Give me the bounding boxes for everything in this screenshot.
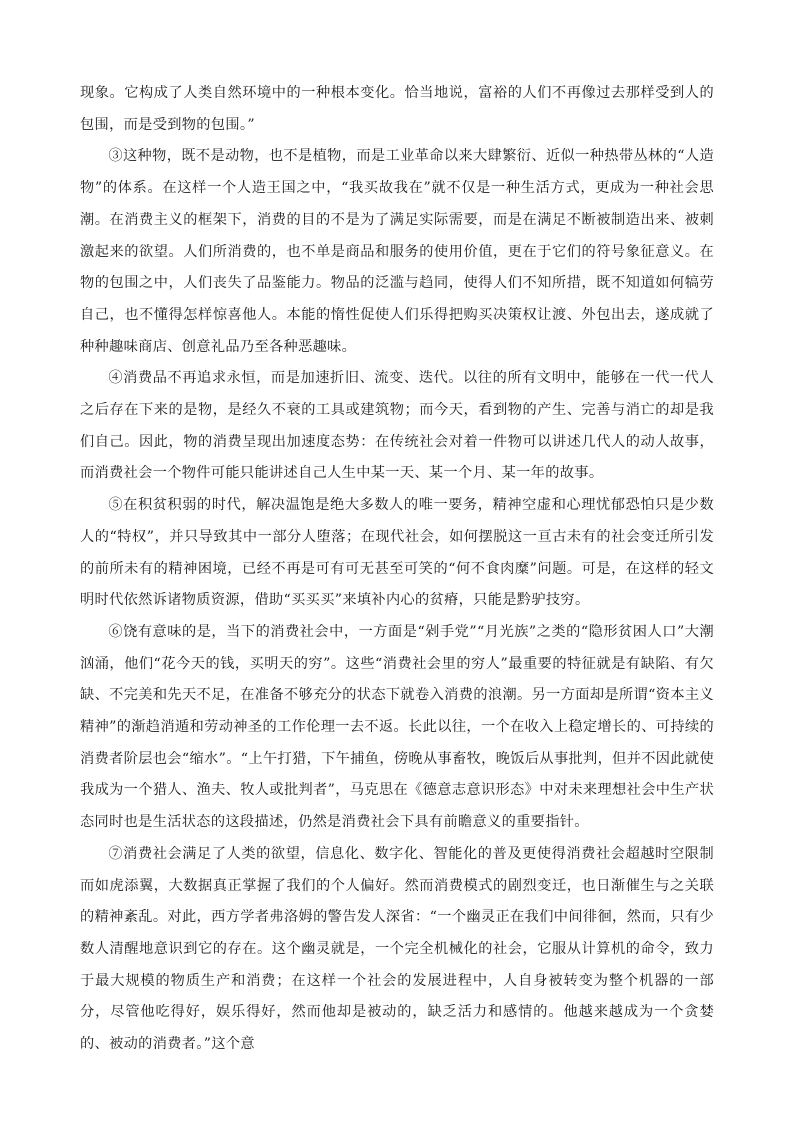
paragraph-continuation: 现象。它构成了人类自然环境中的一种根本变化。恰当地说，富裕的人们不再像过去那样受到人的包围，而是受到物的包围。”: [80, 85, 714, 133]
paragraph-4: ④消费品不再追求永恒，而是加速折旧、流变、迭代。以往的所有文明中，能够在一代一代人之后存在下来的是物，是经久不衰的工具或建筑物；而今天，看到物的产生、完善与消亡的却是我们自己。因此，物的消费呈现出加速度态势：在传统社会对着一件物可以讲述几代人的动人故事，而消费社会一个物件可能只能讲述自己人生中某一天、某一个月、某一年的故事。: [80, 370, 714, 482]
paragraph-6: ⑥饶有意味的是，当下的消费社会中，一方面是“剁手党”“月光族”之类的“隐形贫困人口”大潮汹涌，他们“花今天的钱，买明天的穷”。这些“消费社会里的穷人”最重要的特征就是有缺陷、有欠缺、不完美和先天不足，在准备不够充分的状态下就卷入消费的浪潮。另一方面却是所谓“资本主义精神”的渐趋消遁和劳动神圣的工作伦理一去不返。长此以往，一个在收入上稳定增长的、可持续的消费者阶层也会“缩水”。“上午打猎，下午捕鱼，傍晚从事畜牧，晚饭后从事批判，但并不因此就使我成为一个猎人、渔夫、牧人或批判者”，马克思在《德意志意识形态》中对未来理想社会中生产状态同时也是生活状态的这段描述，仍然是消费社会下具有前瞻意义的重要指针。: [80, 623, 714, 831]
paragraph-5: ⑤在积贫积弱的时代，解决温饱是绝大多数人的唯一要务，精神空虚和心理忧郁恐怕只是少数人的“特权”，并只导致其中一部分人堕落；在现代社会，如何摆脱这一亘古未有的社会变迁所引发的前所未有的精神困境，已经不再是可有可无甚至可笑的“何不食肉糜”问题。可是，在这样的轻文明时代依然诉诸物质资源，借助“买买买”来填补内心的贫瘠，只能是黔驴技穷。: [80, 497, 714, 609]
paragraph-7: ⑦消费社会满足了人类的欲望，信息化、数字化、智能化的普及更使得消费社会超越时空限制而如虎添翼，大数据真正掌握了我们的个人偏好。然而消费模式的剧烈变迁，也日渐催生与之关联的精神紊乱。对此，西方学者弗洛姆的警告发人深省：“一个幽灵正在我们中间徘徊，然而，只有少数人清醒地意识到它的存在。这个幽灵就是，一个完全机械化的社会，它服从计算机的命令，致力于最大规模的物质生产和消费；在这样一个社会的发展进程中，人自身被转变为整个机器的一部分，尽管他吃得好，娱乐得好，然而他却是被动的，缺乏活力和感情的。他越来越成为一个贪婪的、被动的消费者。”这个意: [80, 845, 714, 1053]
document-body: [80, 78, 714, 1061]
paragraph-3: ③这种物，既不是动物，也不是植物，而是工业革命以来大肆繁衍、近似一种热带丛林的“人造物”的体系。在这样一个人造王国之中，“我买故我在”就不仅是一种生活方式，更成为一种社会思潮。在消费主义的框架下，消费的目的不是为了满足实际需要，而是在满足不断被制造出来、被刺激起来的欲望。人们所消费的，也不单是商品和服务的使用价值，更在于它们的符号象征意义。在物的包围之中，人们丧失了品鉴能力。物品的泛滥与趋同，使得人们不知所措，既不知道如何犒劳自己，也不懂得怎样惊喜他人。本能的惰性促使人们乐得把购买决策权让渡、外包出去，遂成就了种种趣味商店、创意礼品乃至各种恶趣味。: [80, 148, 714, 355]
